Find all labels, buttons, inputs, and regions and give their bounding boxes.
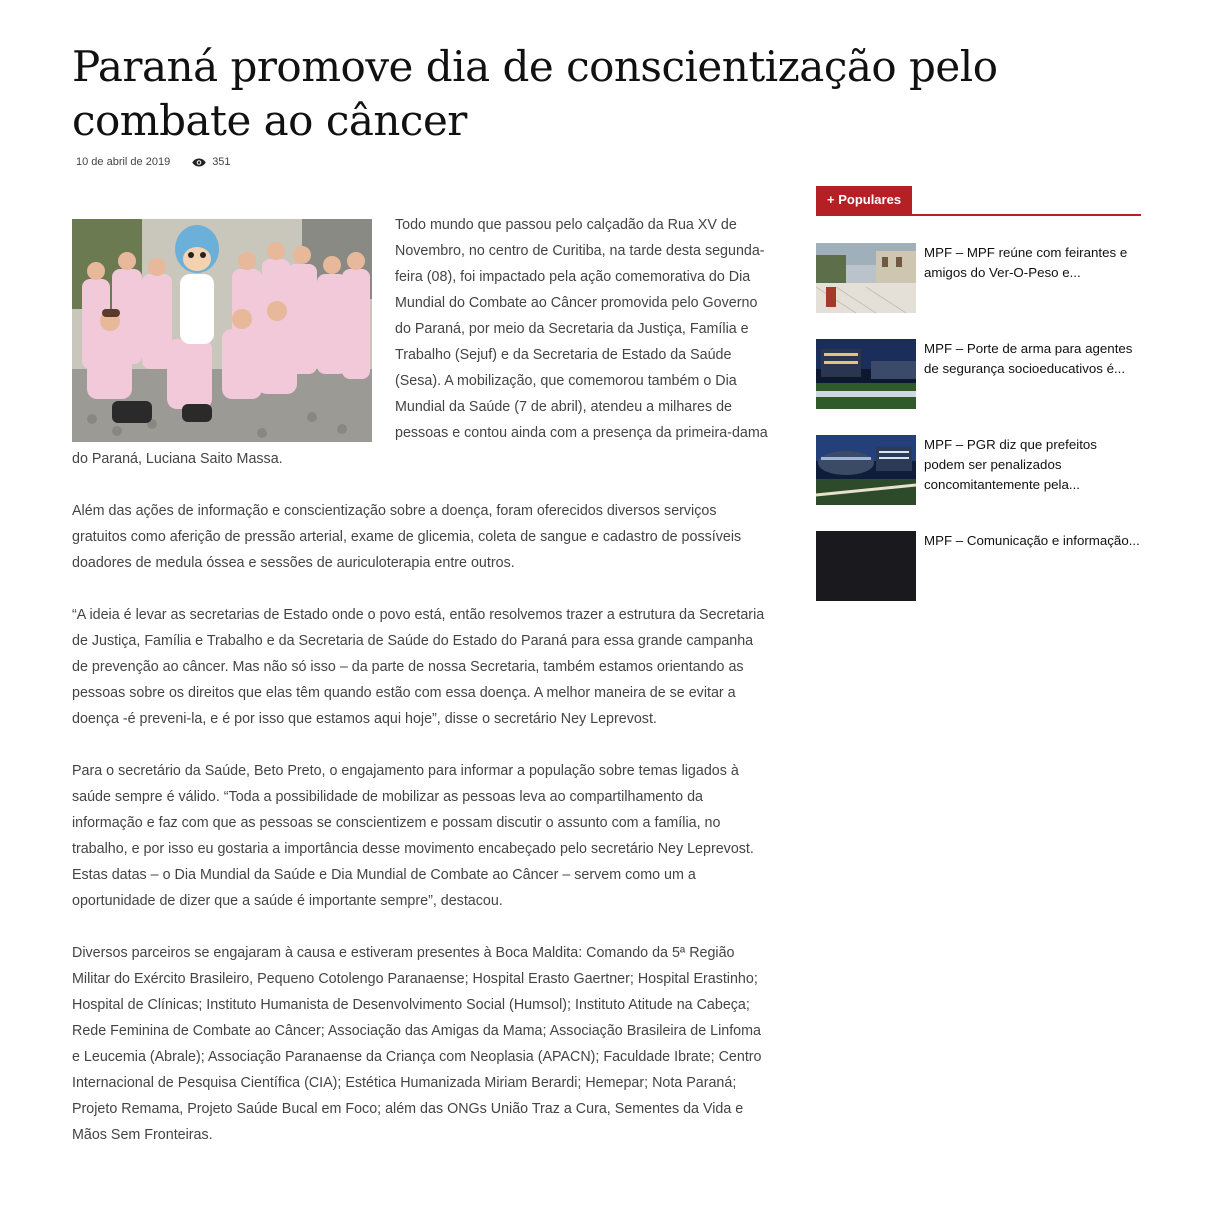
article-paragraph: Todo mundo que passou pelo calçadão da Rua XV de Novembro, no centro de Curitiba, na tarde desta segunda-feira (08), foi impactado pela ação comemorativa do Dia Mundial do Combate ao Câncer promovida pelo Governo do Paraná, por meio da Secretaria da Justiça, Família e Trabalho (Sejuf) e da Secretaria de Estado da Saúde (Sesa). A mobilização, que comemorou também o Dia Mundial da Saúde (7 de abril), atendeu a milhares de pessoas e contou ainda com a presença da primeira-dama do Paraná, Luciana Saito Massa. [72, 217, 768, 467]
article-lead-image[interactable] [72, 219, 372, 442]
popular-header [816, 186, 1141, 216]
article-paragraph: Além das ações de informação e conscientização sobre a doença, foram oferecidos diversos serviços gratuitos como aferição de pressão arterial, exame de glicemia, coleta de sangue e cadastro de possíveis doadores de medula óssea e sessões de auriculoterapia entre outros. [72, 503, 742, 571]
popular-item[interactable] [816, 339, 1141, 409]
popular-item-title[interactable]: MPF – Porte de arma para agentes de segurança socioeducativos é... [924, 341, 1133, 376]
popular-item[interactable] [816, 435, 1141, 505]
popular-item-title[interactable]: MPF – MPF reúne com feirantes e amigos do Ver-O-Peso e... [924, 245, 1128, 280]
article-title: Paraná promove dia de conscientização pelo combate ao câncer [72, 42, 998, 145]
article-paragraph: “A ideia é levar as secretarias de Estado onde o povo está, então resolvemos trazer a estrutura da Secretaria de Justiça, Família e Trabalho e da Secretaria de Saúde do Estado do Paraná para essa grande campanha de prevenção ao câncer. Mas não só isso – da parte de nossa Secretaria, também estamos orientando as pessoas sobre os direitos que elas têm quando estão com essa doença. A melhor maneira de se evitar a doença -é preveni-la, e é por isso que estamos aqui hoje”, disse o secretário Ney Leprevost. [72, 607, 765, 727]
article-paragraph: Para o secretário da Saúde, Beto Preto, o engajamento para informar a população sobre temas ligados à saúde sempre é válido. “Toda a possibilidade de mobilizar as pessoas leva ao compartilhamento da informação e faz com que as pessoas se conscientizem e possam discutir o assunto com a família, no trabalho, e por isso eu gostaria a importância desse movimento encabeçado pelo secretário Ney Leprevost. Estas datas – o Dia Mundial da Saúde e Dia Mundial de Combate ao Câncer – servem como um a oportunidade de dizer que a saúde é importante sempre”, destacou. [72, 763, 754, 909]
article-date: 10 de abril de 2019 [76, 156, 171, 168]
popular-item[interactable] [816, 531, 1141, 601]
popular-item-title[interactable]: MPF – PGR diz que prefeitos podem ser penalizados concomitantemente pela... [924, 437, 1097, 492]
popular-tab[interactable]: + Populares [816, 186, 912, 214]
popular-item-thumbnail[interactable] [816, 435, 916, 505]
popular-item-title[interactable]: MPF – Comunicação e informação... [924, 533, 1140, 548]
popular-sidebar [816, 186, 1141, 548]
popular-item[interactable] [816, 243, 1141, 313]
view-count-value: 351 [212, 156, 231, 168]
popular-item-thumbnail[interactable] [816, 339, 916, 409]
popular-item-thumbnail[interactable] [816, 243, 916, 313]
popular-item-thumbnail[interactable] [816, 531, 916, 601]
article-paragraph: Diversos parceiros se engajaram à causa e estiveram presentes à Boca Maldita: Comando da 5ª Região Militar do Exército Brasileiro, Pequeno Cotolengo Paranaense; Hospital Erasto Gaertner; Hospital Erastinho; Hospital de Clínicas; Instituto Humanista de Desenvolvimento Social (Humsol); Instituto Atitude na Cabeça; Rede Feminina de Combate ao Câncer; Associação das Amigas da Mama; Associação Brasileira de Linfoma e Leucemia (Abrale); Associação Paranaense da Criança com Neoplasia (APACN); Faculdade Ibrate; Centro Internacional de Pesquisa Científica (CIA); Estética Humanizada Miriam Berardi; Hemepar; Nota Paraná; Projeto Remama, Projeto Saúde Bucal em Foco; além das ONGs União Traz a Cura, Sementes da Vida e Mãos Sem Fronteiras. [72, 945, 762, 1143]
article-meta [76, 155, 231, 169]
view-count [192, 156, 230, 168]
eye-icon [192, 158, 206, 167]
article-body [72, 212, 770, 1174]
lead-photo-illustration [72, 219, 372, 442]
